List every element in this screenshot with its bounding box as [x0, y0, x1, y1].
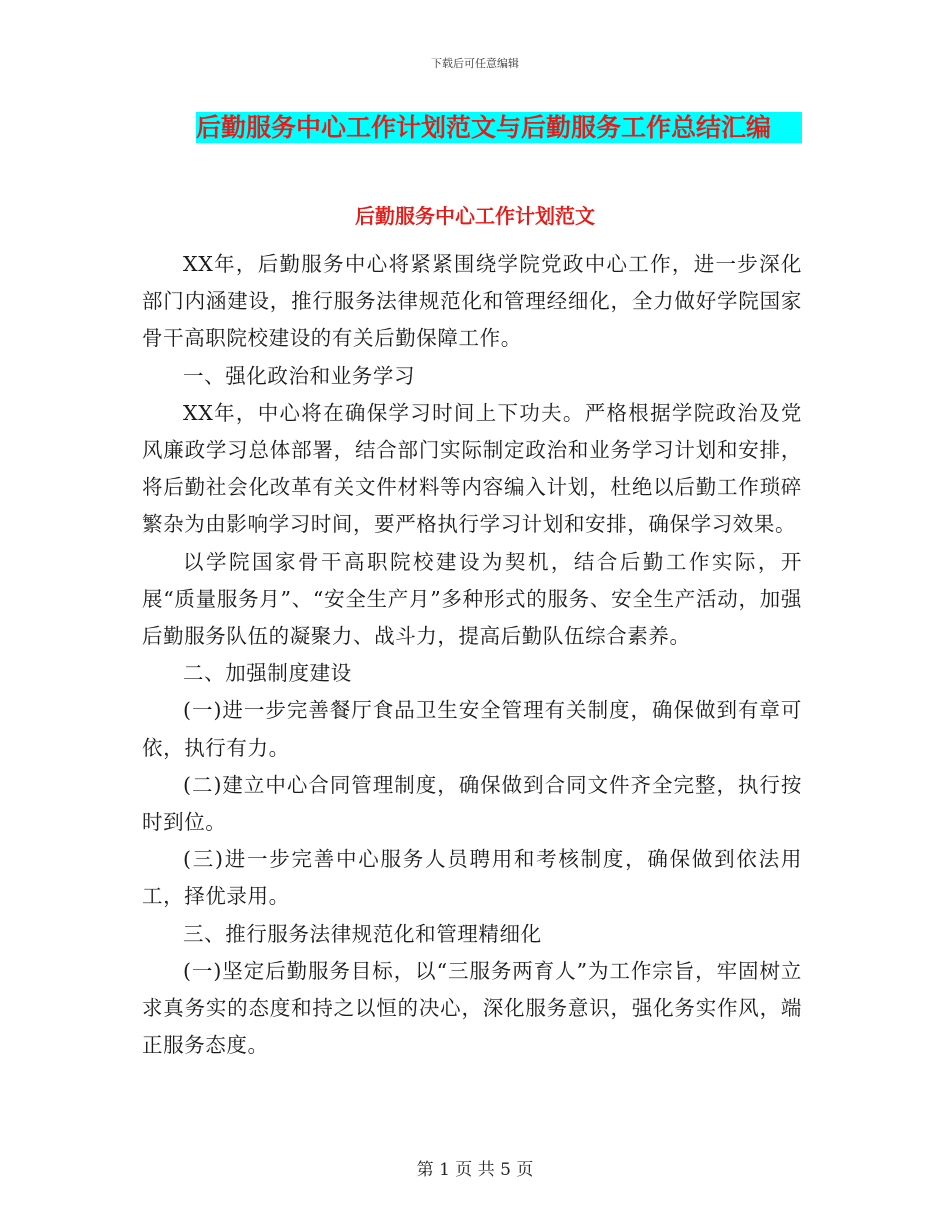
document-title: 后勤服务中心工作计划范文与后勤服务工作总结汇编	[196, 113, 772, 142]
section-title: 后勤服务中心工作计划范文	[355, 204, 595, 228]
paragraph: XX年，后勤服务中心将紧紧围绕学院党政中心工作，进一步深化部门内涵建设，推行服务法律规范化和管理经细化，全力做好学院国家骨干高职院校建设的有关后勤保障工作。	[142, 252, 802, 351]
paragraph: (一)坚定后勤服务目标，以“三服务两育人”为工作宗旨，牢固树立求真务实的态度和持之以恒的决心，深化服务意识，强化务实作风，端正服务态度。	[142, 958, 802, 1058]
page-footer: 第 1 页 共 5 页	[416, 1160, 534, 1180]
page-header-note: 下载后可任意编辑	[431, 57, 519, 70]
paragraph: (二)建立中心合同管理制度，确保做到合同文件齐全完整，执行按时到位。	[142, 772, 802, 835]
heading-system-building: 二、加强制度建设	[183, 661, 352, 686]
heading-political-study: 一、强化政治和业务学习	[183, 363, 416, 388]
paragraph: XX年，中心将在确保学习时间上下功夫。严格根据学院政治及党风廉政学习总体部署，结合部门实际制定政治和业务学习计划和安排，将后勤社会化改革有关文件材料等内容编入计划，杜绝以后勤工作琐碎繁杂为由影响学习时间，要严格执行学习计划和安排，确保学习效果。	[142, 400, 802, 537]
paragraph: (三)进一步完善中心服务人员聘用和考核制度，确保做到依法用工，择优录用。	[142, 847, 802, 909]
heading-service-standardization: 三、推行服务法律规范化和管理精细化	[183, 921, 542, 946]
paragraph: (一)进一步完善餐厅食品卫生安全管理有关制度，确保做到有章可依，执行有力。	[142, 698, 802, 760]
document-body	[142, 246, 802, 1064]
paragraph: 以学院国家骨干高职院校建设为契机，结合后勤工作实际，开展“质量服务月”、“安全生产月”多种形式的服务、安全生产活动，加强后勤服务队伍的凝聚力、战斗力，提高后勤队伍综合素养。	[142, 549, 802, 649]
